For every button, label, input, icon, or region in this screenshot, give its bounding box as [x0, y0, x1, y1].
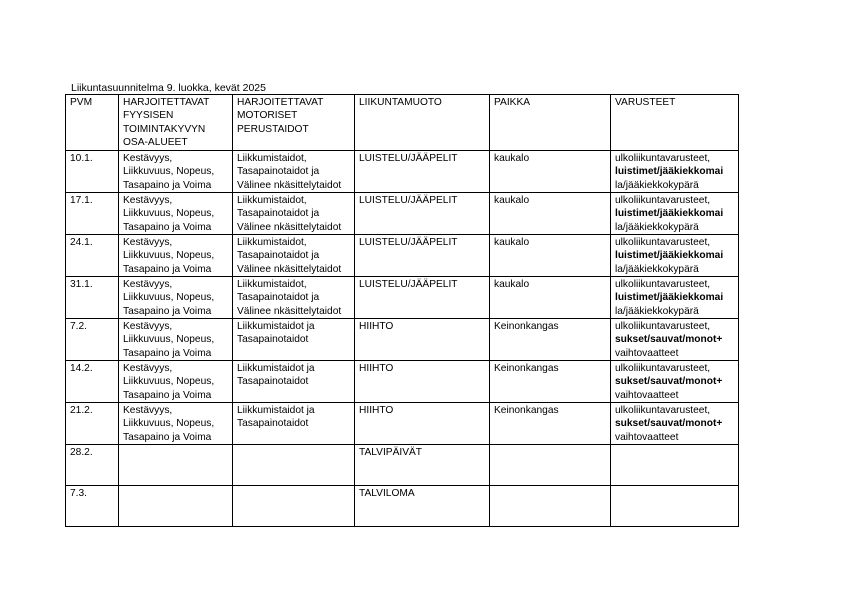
- header-line: HARJOITETTAVAT: [123, 97, 210, 108]
- cell-osa-alueet: [119, 151, 233, 193]
- cell-osa-alueet: [119, 235, 233, 277]
- cell-line: Tasapaino ja Voima: [123, 179, 212, 191]
- cell-perustaidot: [233, 277, 355, 319]
- cell-line: Liikkuvuus, Nopeus,: [123, 166, 215, 178]
- cell-text: LUISTELU/JÄÄPELIT: [359, 195, 458, 206]
- header-line: OSA-ALUEET: [123, 136, 188, 148]
- header-line: FYYSISEN: [123, 110, 174, 122]
- table-row: [66, 193, 739, 235]
- cell-text: Keinonkangas: [494, 405, 559, 416]
- cell-line: Liikkumistaidot,: [237, 153, 307, 164]
- cell-text: 7.3.: [70, 488, 87, 499]
- cell-line: vaihtovaatteet: [615, 347, 679, 359]
- cell-line: Välinee nkäsittelytaidot: [237, 179, 342, 191]
- header-line: PAIKKA: [494, 97, 531, 108]
- cell-text: Keinonkangas: [494, 321, 559, 332]
- cell-text: kaukalo: [494, 279, 530, 290]
- cell-line: Tasapainotaidot ja: [237, 208, 320, 220]
- cell-pvm: [66, 193, 119, 235]
- cell-line: Kestävyys,: [123, 405, 173, 416]
- cell-osa-alueet: [119, 193, 233, 235]
- table-row: [66, 361, 739, 403]
- table-row: [66, 403, 739, 445]
- cell-varusteet: [611, 235, 739, 277]
- cell-liikuntamuoto: [355, 361, 490, 403]
- cell-text: LUISTELU/JÄÄPELIT: [359, 237, 458, 248]
- table-row: [66, 445, 739, 486]
- cell-text: TALVIPÄIVÄT: [359, 447, 423, 458]
- cell-text: LUISTELU/JÄÄPELIT: [359, 153, 458, 164]
- table-row: [66, 486, 739, 527]
- cell-osa-alueet: [119, 486, 233, 527]
- cell-line: sukset/sauvat/monot+: [615, 334, 723, 346]
- cell-line: la/jääkiekkokypärä: [615, 305, 699, 317]
- cell-paikka: [490, 486, 611, 527]
- cell-pvm: [66, 445, 119, 486]
- cell-line: Kestävyys,: [123, 279, 173, 290]
- cell-perustaidot: [233, 403, 355, 445]
- cell-liikuntamuoto: [355, 319, 490, 361]
- cell-pvm: [66, 277, 119, 319]
- table-row: [66, 235, 739, 277]
- cell-pvm: [66, 151, 119, 193]
- cell-line: Tasapaino ja Voima: [123, 347, 212, 359]
- header-osa-alueet: [119, 95, 233, 151]
- cell-line: Liikkumistaidot,: [237, 237, 307, 248]
- cell-varusteet: [611, 319, 739, 361]
- cell-line: Tasapainotaidot ja: [237, 292, 320, 304]
- cell-text: kaukalo: [494, 153, 530, 164]
- cell-paikka: [490, 403, 611, 445]
- cell-line: Kestävyys,: [123, 237, 173, 248]
- cell-line: Liikkuvuus, Nopeus,: [123, 418, 215, 430]
- cell-varusteet: [611, 403, 739, 445]
- cell-varusteet: [611, 193, 739, 235]
- cell-text: 17.1.: [70, 195, 93, 206]
- cell-text: LUISTELU/JÄÄPELIT: [359, 279, 458, 290]
- header-line: MOTORISET: [237, 110, 298, 122]
- cell-line: sukset/sauvat/monot+: [615, 418, 723, 430]
- cell-line: Tasapainotaidot: [237, 418, 309, 430]
- cell-line: luistimet/jääkiekkomai: [615, 292, 724, 304]
- cell-line: Liikkuvuus, Nopeus,: [123, 376, 215, 388]
- cell-liikuntamuoto: [355, 486, 490, 527]
- cell-line: Kestävyys,: [123, 153, 173, 164]
- cell-text: 14.2.: [70, 363, 93, 374]
- cell-line: la/jääkiekkokypärä: [615, 263, 699, 275]
- header-line: HARJOITETTAVAT: [237, 97, 324, 108]
- cell-paikka: [490, 445, 611, 486]
- cell-liikuntamuoto: [355, 445, 490, 486]
- cell-osa-alueet: [119, 361, 233, 403]
- cell-line: Liikkuvuus, Nopeus,: [123, 292, 215, 304]
- cell-liikuntamuoto: [355, 277, 490, 319]
- document-title: Liikuntasuunnitelma 9. luokka, kevät 2025: [71, 82, 266, 94]
- cell-varusteet: [611, 361, 739, 403]
- header-line: LIIKUNTAMUOTO: [359, 97, 442, 108]
- cell-line: ulkoliikuntavarusteet,: [615, 153, 711, 164]
- cell-line: Kestävyys,: [123, 321, 173, 332]
- header-varusteet: [611, 95, 739, 151]
- cell-line: Liikkumistaidot,: [237, 279, 307, 290]
- cell-line: vaihtovaatteet: [615, 431, 679, 443]
- cell-text: 31.1.: [70, 279, 93, 290]
- cell-pvm: [66, 486, 119, 527]
- cell-text: 28.2.: [70, 447, 93, 458]
- exercise-plan-table: [65, 94, 739, 527]
- cell-line: Tasapainotaidot: [237, 334, 309, 346]
- cell-line: Välinee nkäsittelytaidot: [237, 263, 342, 275]
- cell-line: Tasapaino ja Voima: [123, 263, 212, 275]
- table-row: [66, 277, 739, 319]
- cell-line: luistimet/jääkiekkomai: [615, 250, 724, 262]
- cell-line: la/jääkiekkokypärä: [615, 221, 699, 233]
- header-line: VARUSTEET: [615, 97, 676, 108]
- cell-text: 7.2.: [70, 321, 87, 332]
- cell-line: Tasapainotaidot ja: [237, 250, 320, 262]
- cell-line: ulkoliikuntavarusteet,: [615, 363, 711, 374]
- cell-text: HIIHTO: [359, 405, 394, 416]
- cell-paikka: [490, 235, 611, 277]
- cell-line: luistimet/jääkiekkomai: [615, 208, 724, 220]
- cell-paikka: [490, 193, 611, 235]
- header-line: PVM: [70, 97, 93, 108]
- cell-line: Liikkumistaidot ja: [237, 321, 315, 332]
- cell-text: TALVILOMA: [359, 488, 415, 499]
- cell-pvm: [66, 403, 119, 445]
- table-row: [66, 151, 739, 193]
- cell-line: Tasapaino ja Voima: [123, 389, 212, 401]
- cell-pvm: [66, 361, 119, 403]
- cell-paikka: [490, 277, 611, 319]
- cell-liikuntamuoto: [355, 151, 490, 193]
- cell-line: sukset/sauvat/monot+: [615, 376, 723, 388]
- cell-line: Liikkuvuus, Nopeus,: [123, 208, 215, 220]
- cell-liikuntamuoto: [355, 235, 490, 277]
- cell-pvm: [66, 319, 119, 361]
- cell-osa-alueet: [119, 445, 233, 486]
- cell-line: ulkoliikuntavarusteet,: [615, 195, 711, 206]
- cell-text: kaukalo: [494, 195, 530, 206]
- cell-liikuntamuoto: [355, 403, 490, 445]
- cell-perustaidot: [233, 193, 355, 235]
- table-header-row: [66, 95, 739, 151]
- cell-osa-alueet: [119, 403, 233, 445]
- header-paikka: [490, 95, 611, 151]
- header-line: TOIMINTAKYVYN: [123, 123, 206, 135]
- cell-paikka: [490, 319, 611, 361]
- header-line: PERUSTAIDOT: [237, 123, 309, 135]
- header-liikuntamuoto: [355, 95, 490, 151]
- cell-line: Liikkumistaidot,: [237, 195, 307, 206]
- cell-varusteet: [611, 151, 739, 193]
- cell-varusteet: [611, 445, 739, 486]
- cell-line: Kestävyys,: [123, 195, 173, 206]
- cell-varusteet: [611, 277, 739, 319]
- cell-pvm: [66, 235, 119, 277]
- cell-line: Tasapaino ja Voima: [123, 305, 212, 317]
- cell-line: Liikkumistaidot ja: [237, 363, 315, 374]
- table-row: [66, 319, 739, 361]
- cell-text: 24.1.: [70, 237, 93, 248]
- cell-paikka: [490, 361, 611, 403]
- cell-line: Tasapaino ja Voima: [123, 431, 212, 443]
- cell-line: Liikkuvuus, Nopeus,: [123, 250, 215, 262]
- cell-line: Tasapaino ja Voima: [123, 221, 212, 233]
- cell-perustaidot: [233, 445, 355, 486]
- cell-text: Keinonkangas: [494, 363, 559, 374]
- cell-osa-alueet: [119, 319, 233, 361]
- cell-line: vaihtovaatteet: [615, 389, 679, 401]
- header-perustaidot: [233, 95, 355, 151]
- cell-paikka: [490, 151, 611, 193]
- cell-text: HIIHTO: [359, 363, 394, 374]
- header-pvm: [66, 95, 119, 151]
- cell-text: 21.2.: [70, 405, 93, 416]
- cell-perustaidot: [233, 486, 355, 527]
- cell-line: Välinee nkäsittelytaidot: [237, 305, 342, 317]
- cell-perustaidot: [233, 319, 355, 361]
- cell-line: ulkoliikuntavarusteet,: [615, 321, 711, 332]
- cell-varusteet: [611, 486, 739, 527]
- cell-line: la/jääkiekkokypärä: [615, 179, 699, 191]
- cell-line: Liikkumistaidot ja: [237, 405, 315, 416]
- cell-perustaidot: [233, 151, 355, 193]
- cell-line: Liikkuvuus, Nopeus,: [123, 334, 215, 346]
- cell-perustaidot: [233, 235, 355, 277]
- cell-text: 10.1.: [70, 153, 93, 164]
- cell-line: Kestävyys,: [123, 363, 173, 374]
- cell-line: Välinee nkäsittelytaidot: [237, 221, 342, 233]
- cell-text: HIIHTO: [359, 321, 394, 332]
- cell-line: ulkoliikuntavarusteet,: [615, 405, 711, 416]
- cell-line: luistimet/jääkiekkomai: [615, 166, 724, 178]
- cell-perustaidot: [233, 361, 355, 403]
- cell-line: Tasapainotaidot: [237, 376, 309, 388]
- cell-liikuntamuoto: [355, 193, 490, 235]
- cell-line: ulkoliikuntavarusteet,: [615, 237, 711, 248]
- cell-line: ulkoliikuntavarusteet,: [615, 279, 711, 290]
- cell-line: Tasapainotaidot ja: [237, 166, 320, 178]
- cell-osa-alueet: [119, 277, 233, 319]
- cell-text: kaukalo: [494, 237, 530, 248]
